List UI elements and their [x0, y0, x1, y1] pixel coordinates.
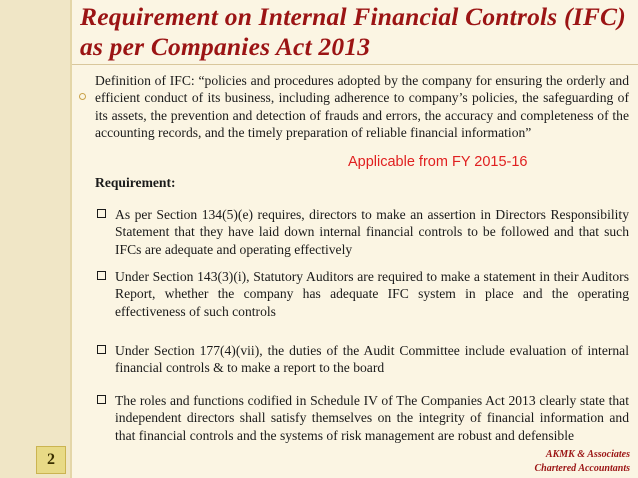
- list-item-text: The roles and functions codified in Schedule IV of The Companies Act 2013 clearly state that independent directors shall satisfy themselves on the integrity of financial information and that financial controls and the systems of risk management are robust and defensible: [115, 393, 629, 443]
- left-margin-bar: [0, 0, 72, 478]
- list-item: [97, 206, 629, 258]
- checkbox-bullet-icon: [97, 209, 106, 218]
- list-item-text: As per Section 134(5)(e) requires, directors to make an assertion in Directors Responsibility Statement that they have laid down internal financial controls to be followed and that such IFCs are adequate and operating effectively: [115, 207, 629, 257]
- footer-firm: [535, 448, 630, 476]
- checkbox-bullet-icon: [97, 271, 106, 280]
- definition-block: [95, 72, 629, 141]
- circle-bullet-icon: [79, 93, 86, 100]
- page-number: 2: [36, 446, 66, 474]
- applicable-note: Applicable from FY 2015-16: [348, 154, 528, 170]
- checkbox-bullet-icon: [97, 395, 106, 404]
- requirement-heading: Requirement:: [95, 175, 176, 190]
- list-item: [97, 342, 629, 377]
- list-item: [97, 392, 629, 444]
- checkbox-bullet-icon: [97, 345, 106, 354]
- left-margin-divider: [70, 0, 72, 478]
- footer-firm-subtitle: Chartered Accountants: [534, 463, 630, 474]
- list-item: [97, 268, 629, 320]
- definition-text: Definition of IFC: “policies and procedures adopted by the company for ensuring the orderly and efficient conduct of its business, including adherence to company’s policies, the safeguarding of its assets, the prevention and detection of frauds and errors, the accuracy and completeness of the accounting records, and the timely preparation of reliable financial information”: [95, 73, 629, 140]
- title-divider: [72, 64, 638, 65]
- slide-title: Requirement on Internal Financial Controls (IFC) as per Companies Act 2013: [80, 2, 626, 61]
- list-item-text: Under Section 143(3)(i), Statutory Auditors are required to make a statement in their Auditors Report, whether the company has adequate IFC system in place and the operating effectiveness of such controls: [115, 269, 629, 319]
- list-item-text: Under Section 177(4)(vii), the duties of the Audit Committee include evaluation of internal financial controls & to make a report to the board: [115, 343, 629, 376]
- footer-firm-name: AKMK & Associates: [545, 449, 630, 460]
